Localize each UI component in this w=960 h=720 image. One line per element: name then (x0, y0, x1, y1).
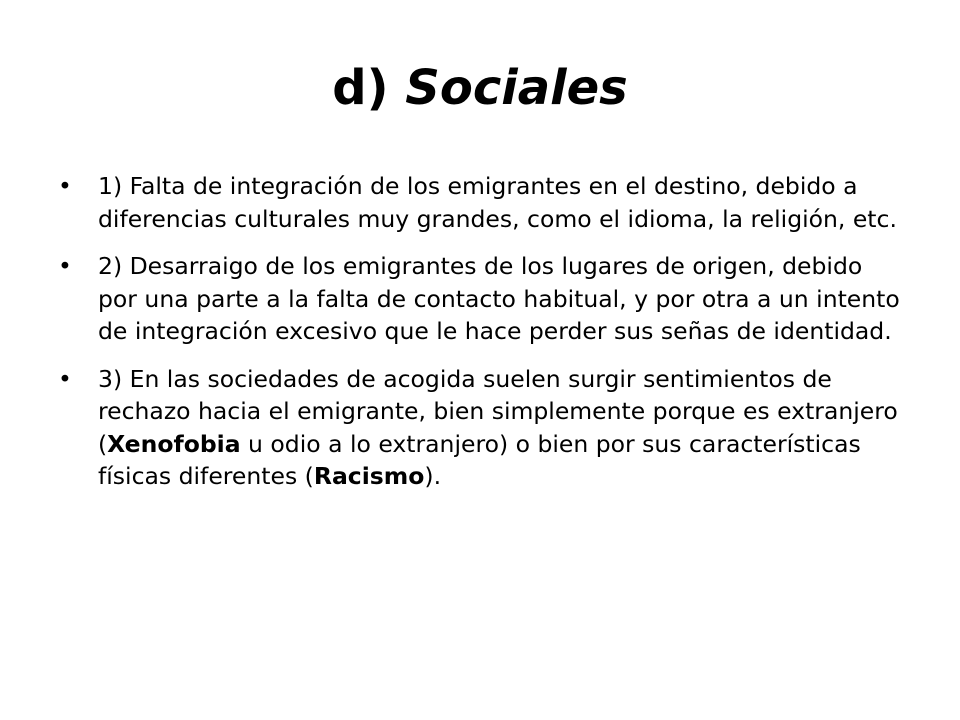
term-racismo: Racismo (313, 462, 425, 490)
bullet-text-3-part1: 3) En las sociedades de acogida suelen surgir sentimientos de rechazo hacia el emigrante, bien simplemente porque es extranjero ( (98, 364, 898, 458)
bullet-item-1 (58, 170, 908, 235)
slide-title-prefix: d) (332, 60, 406, 116)
bullet-text-3 (98, 365, 898, 491)
bullet-marker: • (58, 364, 72, 393)
bullet-item-3 (58, 363, 908, 493)
bullet-text-2: 2) Desarraigo de los emigrantes de los lugares de origen, debido por una parte a la falta de contacto habitual, y por otra a un intento de integración excesivo que le hace perder sus señas de identidad. (98, 252, 900, 345)
slide-title (0, 52, 960, 124)
bullet-item-2 (58, 250, 908, 348)
bullet-list (58, 170, 908, 508)
bullet-text-1: 1) Falta de integración de los emigrantes en el destino, debido a diferencias culturales muy grandes, como el idioma, la religión, etc. (98, 172, 897, 233)
bullet-text-3-part2: u odio a lo extranjero) o bien por sus características físicas diferentes ( (98, 429, 861, 490)
bullet-text-3-part3: ). (424, 462, 442, 490)
slide-title-emphasis: Sociales (405, 60, 628, 116)
bullet-marker: • (58, 172, 72, 200)
term-xenofobia: Xenofobia (107, 429, 241, 458)
bullet-marker: • (58, 252, 72, 280)
